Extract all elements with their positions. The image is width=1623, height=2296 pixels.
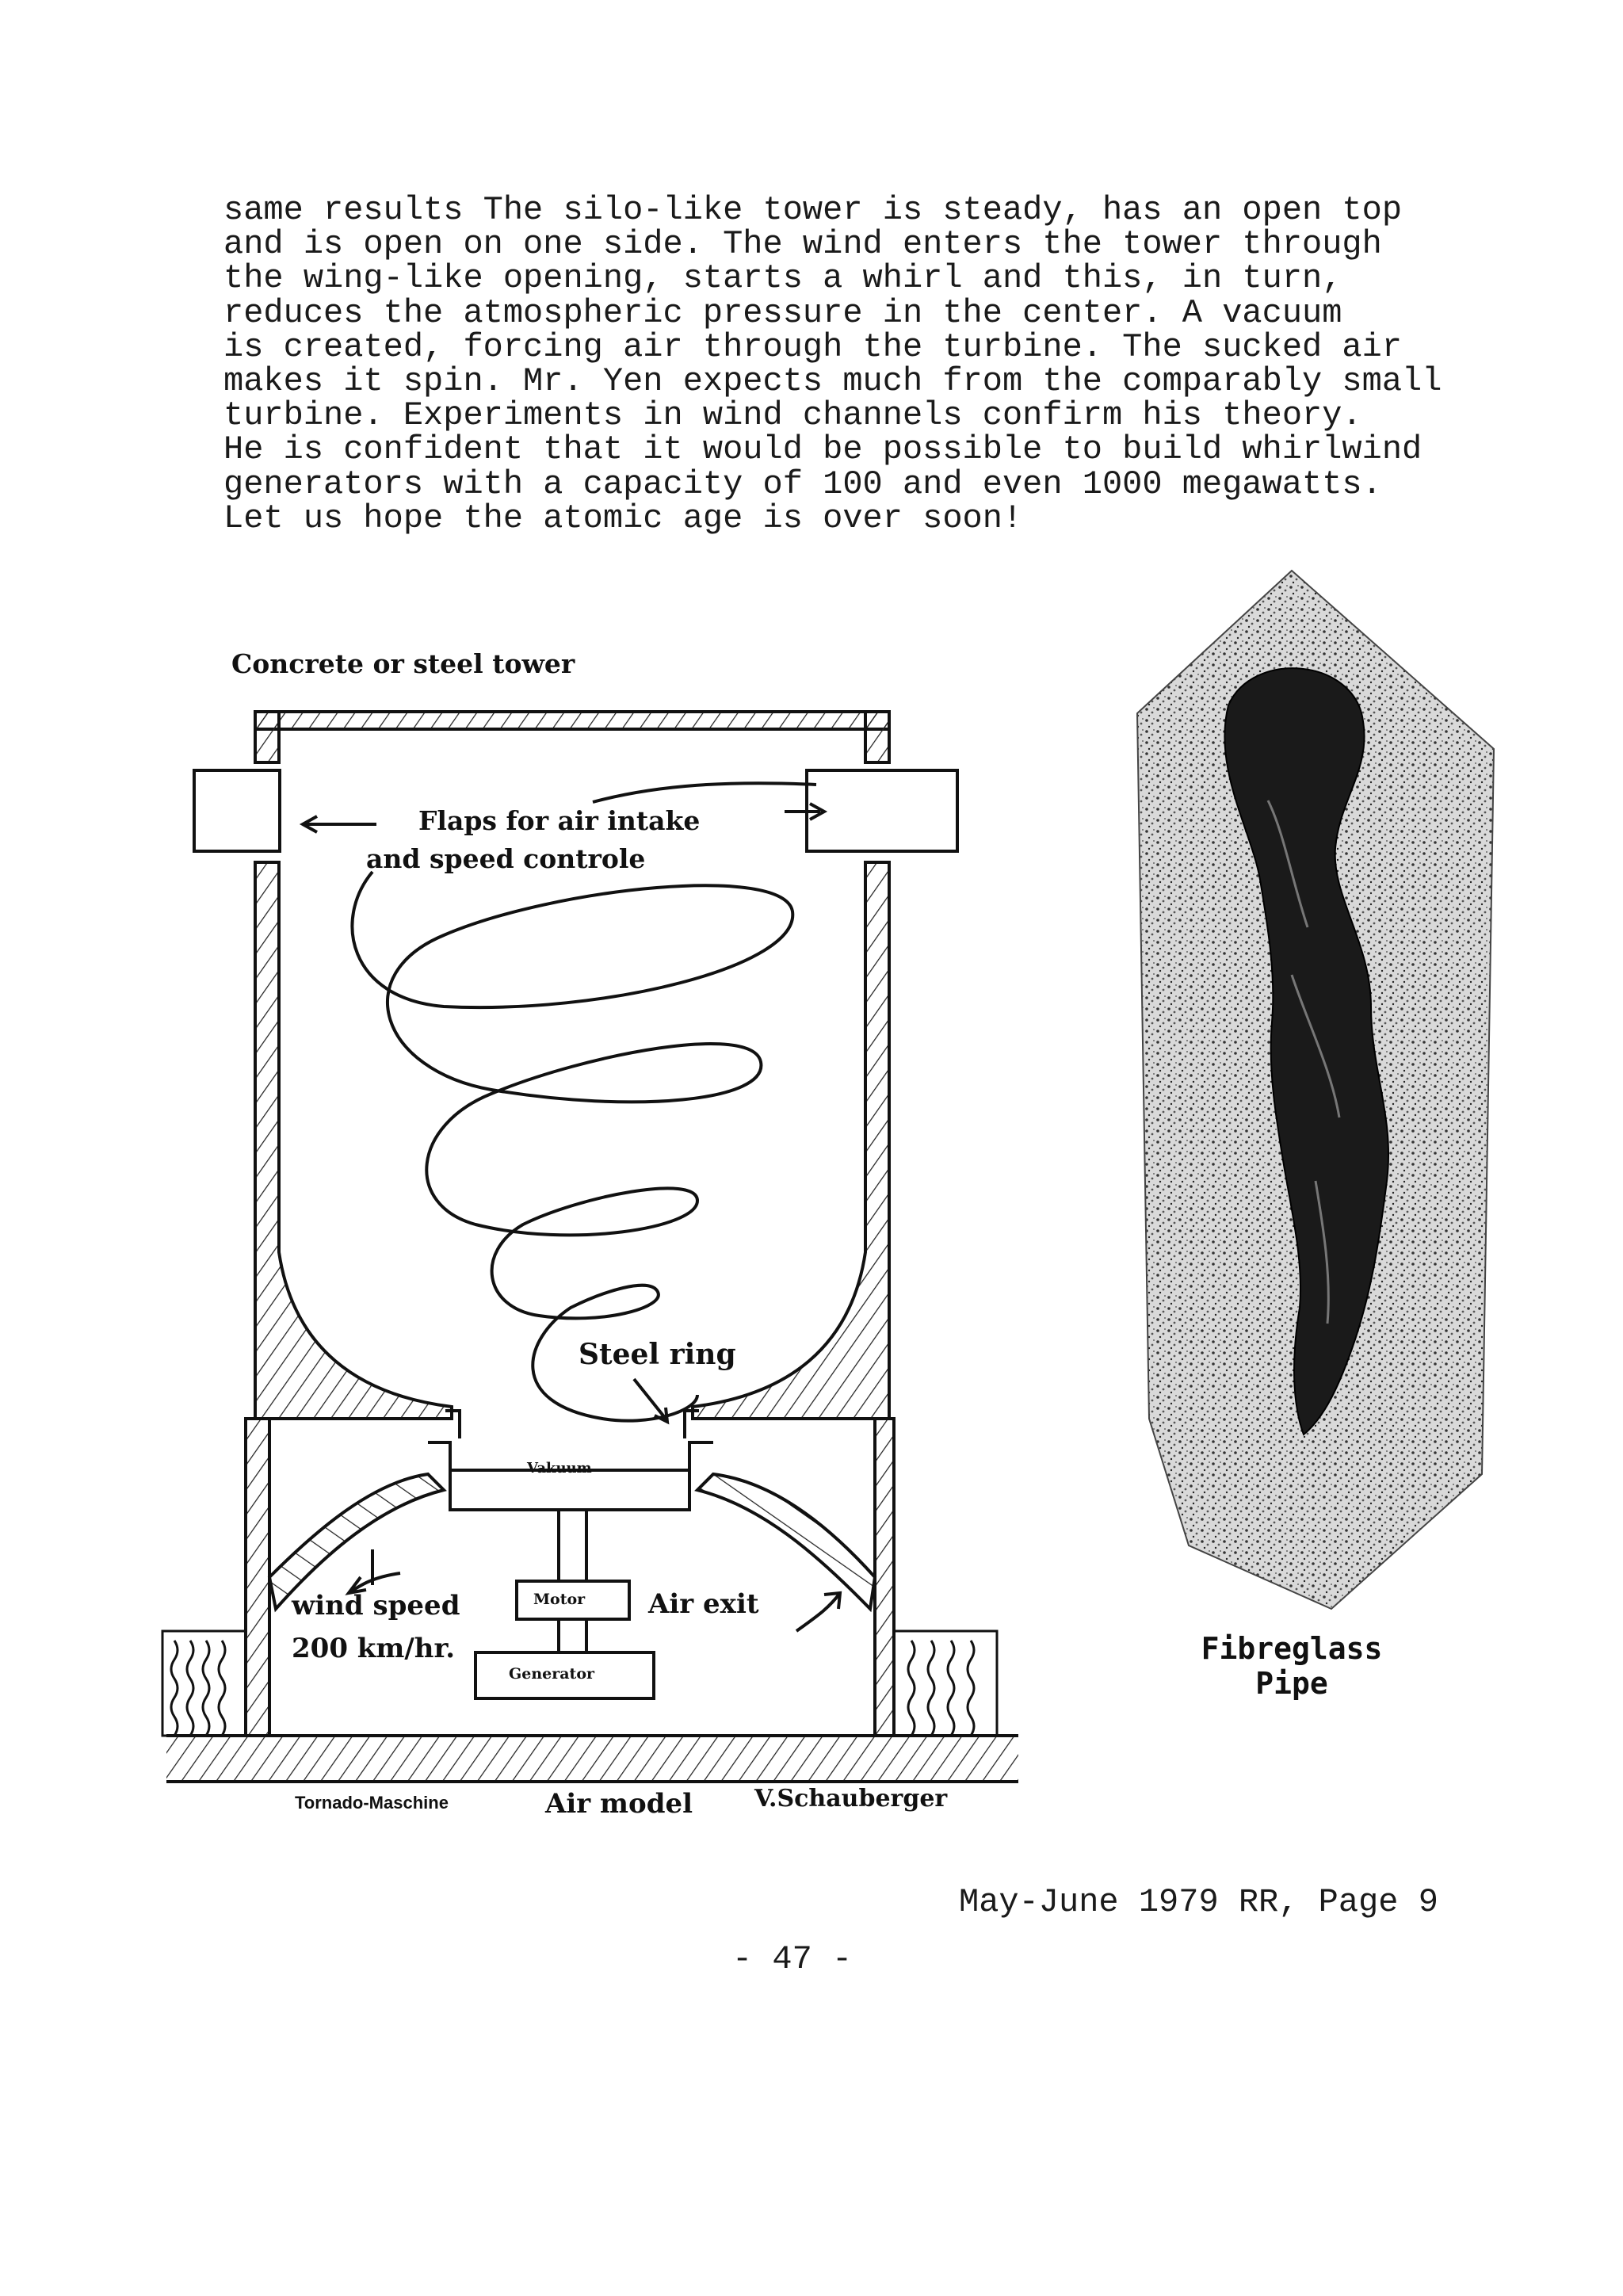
motor-label: Motor bbox=[533, 1591, 586, 1608]
flaps-label: Flaps for air intake bbox=[418, 805, 701, 836]
body-line: is created, forcing air through the turbine. The sucked air bbox=[223, 327, 1403, 366]
footer-reference: May-June 1979 RR, Page 9 bbox=[959, 1883, 1438, 1921]
body-line: same results The silo-like tower is steady, has an open top bbox=[223, 191, 1403, 229]
body-line: reduces the atmospheric pressure in the center. A vacuum bbox=[223, 293, 1342, 332]
fibreglass-pipe-photo bbox=[1133, 563, 1506, 1617]
steel-ring-label: Steel ring bbox=[579, 1338, 736, 1371]
wind-speed-label: wind speed bbox=[292, 1590, 460, 1622]
body-line: the wing-like opening, starts a whirl and this, in turn, bbox=[223, 259, 1342, 298]
body-line: He is confident that it would be possible to build whirlwind bbox=[223, 430, 1423, 469]
pipe-caption-line: Fibreglass bbox=[1201, 1631, 1383, 1666]
flaps-label-cont: and speed controle bbox=[366, 843, 646, 874]
pipe-caption-line: Pipe bbox=[1255, 1666, 1328, 1701]
floor-slab bbox=[166, 1736, 1018, 1782]
tornado-machine-label: Tornado-Maschine bbox=[295, 1793, 449, 1813]
body-line: Let us hope the atomic age is over soon! bbox=[223, 499, 1023, 537]
body-line: turbine. Experiments in wind channels confirm his theory. bbox=[223, 396, 1362, 435]
wind-speed-value: 200 km/hr. bbox=[292, 1633, 456, 1664]
air-model-label: Air model bbox=[545, 1788, 693, 1820]
vacuum-label: Vakuum bbox=[527, 1460, 592, 1477]
tower-roof bbox=[255, 712, 889, 762]
pipe-caption bbox=[1173, 1631, 1411, 1701]
body-line: makes it spin. Mr. Yen expects much from the comparably small bbox=[223, 362, 1442, 401]
body-line: and is open on one side. The wind enters the tower through bbox=[223, 225, 1382, 264]
page-number: - 47 - bbox=[732, 1940, 853, 1978]
tower-label: Concrete or steel tower bbox=[231, 648, 575, 679]
steel-ring bbox=[445, 1379, 699, 1438]
generator-label: Generator bbox=[509, 1665, 594, 1683]
air-exit-label: Air exit bbox=[648, 1588, 759, 1620]
author-label: V.Schauberger bbox=[754, 1785, 948, 1813]
body-line: generators with a capacity of 100 and even 1000 megawatts. bbox=[223, 464, 1382, 503]
